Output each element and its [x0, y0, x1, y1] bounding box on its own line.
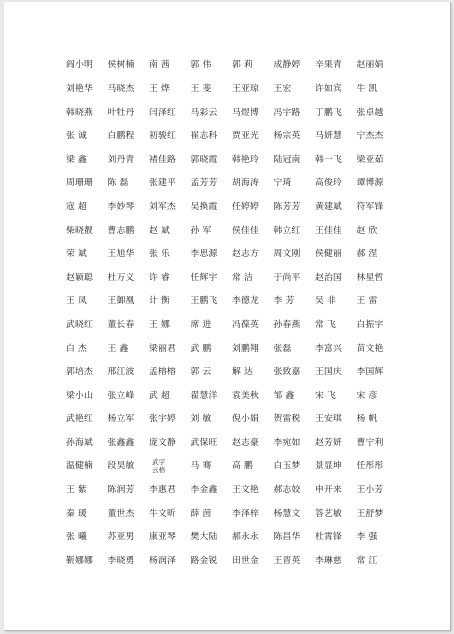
- name-cell: 牛文昕: [149, 508, 176, 519]
- name-cell: 李富兴: [315, 343, 342, 354]
- name-cell: 郭 莉: [232, 60, 253, 71]
- name-cell: 梁小山: [66, 390, 93, 401]
- name-cell: 李德龙: [232, 296, 259, 307]
- name-cell: 赵 欣: [356, 225, 378, 236]
- name-cell: 褚佳路: [149, 154, 176, 165]
- name-row: [66, 479, 398, 503]
- name-grid: [66, 54, 398, 573]
- name-cell: 苏亚男: [107, 532, 135, 543]
- name-cell: 孙海斌: [66, 437, 93, 448]
- name-cell: 李晓勇: [107, 555, 135, 566]
- name-cell: 马妍慧: [315, 131, 342, 142]
- name-cell: 赵颖聪: [66, 272, 93, 283]
- name-cell: 刘军杰: [149, 201, 176, 212]
- name-row: [66, 408, 398, 432]
- name-cell: 张致嘉: [273, 367, 301, 378]
- name-cell: 温健楠: [66, 461, 93, 472]
- name-cell: 谭博源: [356, 178, 384, 189]
- name-cell: 张宇婷: [149, 414, 176, 425]
- name-cell: 初骏红: [149, 131, 176, 142]
- name-cell: 常 飞: [315, 319, 336, 330]
- name-cell: 崔志科: [190, 131, 218, 142]
- name-row: [66, 549, 398, 573]
- name-cell: 李金鑫: [190, 485, 218, 496]
- name-cell: 武保旺: [190, 437, 218, 448]
- name-cell: 赵 斌: [149, 225, 170, 236]
- name-cell: 刘 敏: [190, 414, 212, 425]
- name-cell: 白 杰: [66, 343, 87, 354]
- name-row: [66, 526, 398, 550]
- name-cell: 周文刚: [273, 249, 301, 260]
- name-cell: 李惠君: [149, 485, 176, 496]
- name-cell: 林星哲: [356, 272, 384, 283]
- name-row: [66, 172, 398, 196]
- name-cell: 郭 云: [190, 367, 212, 378]
- name-cell: 张立峰: [107, 390, 135, 401]
- name-cell: 张建平: [149, 178, 176, 189]
- name-cell: 高俊玲: [315, 178, 342, 189]
- name-cell: 袁美秋: [232, 390, 259, 401]
- name-row: [66, 243, 398, 267]
- name-cell: 倪小娟: [232, 414, 259, 425]
- name-cell: 杨立军: [107, 414, 135, 425]
- name-row: [66, 219, 398, 243]
- name-cell: 王 雷: [356, 296, 378, 307]
- name-cell: 董世杰: [107, 508, 135, 519]
- name-row: [66, 78, 398, 102]
- name-cell: 侯树楠: [107, 60, 135, 71]
- name-cell: 孙春燕: [273, 319, 301, 330]
- name-cell: 孟芳芳: [190, 178, 218, 189]
- name-cell: 景显坤: [315, 461, 342, 472]
- name-cell: 武晓红: [66, 319, 93, 330]
- name-row: [66, 54, 398, 78]
- name-cell: 邹 鑫: [273, 390, 295, 401]
- name-row: [66, 361, 398, 385]
- name-row: [66, 502, 398, 526]
- name-cell: 赵丽娟: [356, 60, 384, 71]
- name-cell: 冯葆英: [232, 319, 259, 330]
- name-cell: 孟榕榕: [149, 367, 176, 378]
- name-cell: 刘丹青: [107, 154, 135, 165]
- name-cell: 任彤彤: [356, 461, 384, 472]
- name-cell: 杨宗英: [273, 131, 301, 142]
- name-cell: 张 曦: [66, 532, 87, 543]
- name-cell: 答艺敏: [315, 508, 342, 519]
- name-cell: 侯健丽: [315, 249, 342, 260]
- name-cell: 秦 瑗: [66, 508, 87, 519]
- name-cell: 李琳慈: [315, 555, 342, 566]
- name-cell: 邢江波: [107, 367, 135, 378]
- name-row: [66, 125, 398, 149]
- name-cell: 张 乐: [149, 249, 170, 260]
- name-cell: 陈芳芳: [273, 201, 301, 212]
- name-cell: 孙 军: [190, 225, 212, 236]
- name-cell: 白鹏程: [107, 131, 135, 142]
- name-cell: 陈润芳: [107, 485, 135, 496]
- name-cell: 赵志方: [232, 249, 259, 260]
- name-cell: 叶牡丹: [107, 107, 135, 118]
- name-cell: 成静婷: [273, 60, 301, 71]
- name-cell: 赵治国: [315, 272, 342, 283]
- name-cell: 寇 超: [66, 201, 87, 212]
- name-cell: 李 芳: [273, 296, 295, 307]
- name-cell: 苗文艳: [356, 343, 384, 354]
- name-cell: 马晓杰: [107, 83, 135, 94]
- name-cell: 郝永永: [232, 532, 259, 543]
- name-cell: 郭晓霞: [190, 154, 218, 165]
- name-cell: 王佳佳: [315, 225, 342, 236]
- name-cell: 王旭华: [107, 249, 135, 260]
- name-row: [66, 432, 398, 456]
- name-cell: 王 烨: [149, 83, 170, 94]
- name-cell: 符军锋: [356, 201, 384, 212]
- name-cell: 王舒梦: [356, 508, 384, 519]
- name-cell: 翟慧洋: [190, 390, 218, 401]
- name-cell: 王 鑫: [107, 343, 129, 354]
- name-row: [66, 101, 398, 125]
- name-cell: 王亚琼: [232, 83, 259, 94]
- name-cell: 黄建斌: [315, 201, 342, 212]
- name-cell: 董长春: [107, 319, 135, 330]
- name-cell: 赵志豪: [232, 437, 259, 448]
- name-cell: 宋 彦: [356, 390, 378, 401]
- name-row: [66, 314, 398, 338]
- name-cell: 王鹏飞: [190, 296, 218, 307]
- name-cell: 武 超: [149, 390, 170, 401]
- name-cell: 韩一飞: [315, 154, 342, 165]
- name-row: [66, 148, 398, 172]
- name-cell: 李妙琴: [107, 201, 135, 212]
- name-cell: 武 鹏: [190, 343, 212, 354]
- name-cell: 柴晓靓: [66, 225, 93, 236]
- name-cell: 郝 涅: [356, 249, 378, 260]
- name-cell: 马彩云: [190, 107, 218, 118]
- name-cell: 庞文静: [149, 437, 176, 448]
- name-cell: 王晋英: [273, 555, 301, 566]
- name-cell: 韩立红: [273, 225, 301, 236]
- document-page: [4, 2, 451, 631]
- name-cell: 田世金: [232, 555, 259, 566]
- name-cell: 李思源: [190, 249, 218, 260]
- name-cell: 贾亚光: [232, 131, 259, 142]
- name-cell: 宋 飞: [315, 390, 336, 401]
- name-cell: 白振宇: [356, 319, 384, 330]
- name-cell: 计 衡: [149, 296, 170, 307]
- name-cell: 杨 帆: [356, 414, 378, 425]
- name-cell: 张鑫鑫: [107, 437, 135, 448]
- name-row: [66, 266, 398, 290]
- name-cell: 解 达: [232, 367, 253, 378]
- name-cell: 杨润泽: [149, 555, 176, 566]
- name-cell: 冯宇路: [273, 107, 301, 118]
- name-cell: 常 江: [356, 555, 378, 566]
- name-cell: 路金锐: [190, 555, 218, 566]
- name-cell: 梁亚茹: [356, 154, 384, 165]
- name-cell: 任婷婷: [232, 201, 259, 212]
- name-cell: 陈 磊: [107, 178, 129, 189]
- name-cell: 闫泽红: [149, 107, 176, 118]
- name-row: [66, 337, 398, 361]
- name-cell: 吴 非: [315, 296, 336, 307]
- name-row: [66, 384, 398, 408]
- name-cell: 马 骞: [190, 461, 212, 472]
- name-cell: 梁 鑫: [66, 154, 87, 165]
- name-cell: 武宇 云格: [152, 458, 166, 474]
- name-cell: 许如宾: [315, 83, 342, 94]
- name-cell: 南 茜: [149, 60, 170, 71]
- name-cell: 康亚琴: [149, 532, 176, 543]
- name-cell: 王御凰: [107, 296, 135, 307]
- name-cell: 宁杰杰: [356, 131, 384, 142]
- name-cell: 王文艳: [232, 485, 259, 496]
- name-cell: 靳娜娜: [66, 555, 93, 566]
- name-cell: 于尚平: [273, 272, 301, 283]
- name-cell: 牛 凯: [356, 83, 378, 94]
- name-cell: 郭 伟: [190, 60, 212, 71]
- name-cell: 杜万义: [107, 272, 135, 283]
- name-cell: 任辉宇: [190, 272, 218, 283]
- name-cell: 丁鹏飞: [315, 107, 342, 118]
- name-cell: 宁琦: [273, 178, 292, 189]
- name-cell: 王 斐: [190, 83, 212, 94]
- name-cell: 李泽梓: [232, 508, 259, 519]
- name-cell: 张 诚: [66, 131, 87, 142]
- name-cell: 李 强: [356, 532, 378, 543]
- name-cell: 武艳红: [66, 414, 93, 425]
- name-cell: 胡海涛: [232, 178, 259, 189]
- name-cell: 郝志姣: [273, 485, 301, 496]
- name-cell: 席 进: [190, 319, 212, 330]
- name-cell: 王小芳: [356, 485, 384, 496]
- name-cell: 曹志鹏: [107, 225, 135, 236]
- name-cell: 王安琪: [315, 414, 342, 425]
- name-cell: 曹宁利: [356, 437, 384, 448]
- name-cell: 张卓越: [356, 107, 384, 118]
- name-cell: 荣 斌: [66, 249, 87, 260]
- name-cell: 李宛如: [273, 437, 301, 448]
- name-cell: 梁丽君: [149, 343, 176, 354]
- name-cell: 韩晓燕: [66, 107, 93, 118]
- name-cell: 常 洁: [232, 272, 253, 283]
- name-cell: 王 娜: [149, 319, 170, 330]
- name-cell: 陆冠南: [273, 154, 301, 165]
- name-cell: 刘鹏翔: [232, 343, 259, 354]
- name-cell: 许 睿: [149, 272, 170, 283]
- name-cell: 李国辉: [356, 367, 384, 378]
- name-cell: 吴换霞: [190, 201, 218, 212]
- name-cell: 杨慧文: [273, 508, 301, 519]
- name-cell: 辛果青: [315, 60, 342, 71]
- name-cell: 阎小明: [66, 60, 93, 71]
- name-cell: 贺雷税: [273, 414, 301, 425]
- name-cell: 周珊珊: [66, 178, 93, 189]
- name-cell: 薛 茵: [190, 508, 212, 519]
- name-cell: 韩艳玲: [232, 154, 259, 165]
- name-cell: 申开来: [315, 485, 342, 496]
- name-row: [66, 455, 398, 479]
- name-cell: 段昊敏: [107, 461, 135, 472]
- name-cell: 郭培杰: [66, 367, 93, 378]
- name-cell: 赵芳妍: [315, 437, 342, 448]
- name-row: [66, 290, 398, 314]
- name-cell: 张磊: [273, 343, 292, 354]
- name-cell: 侯佳佳: [232, 225, 259, 236]
- name-cell: 王宏: [273, 83, 292, 94]
- name-cell: 樊大陆: [190, 532, 218, 543]
- name-cell: 马煜博: [232, 107, 259, 118]
- name-cell: 王 凤: [66, 296, 87, 307]
- name-cell: 陈昌华: [273, 532, 301, 543]
- name-cell: 王国庆: [315, 367, 342, 378]
- name-row: [66, 196, 398, 220]
- name-cell: 王 紫: [66, 485, 87, 496]
- name-cell: 白玉梦: [273, 461, 301, 472]
- name-cell: 刘艳华: [66, 83, 93, 94]
- name-cell: 高 鹏: [232, 461, 253, 472]
- name-cell: 杜霄锋: [315, 532, 342, 543]
